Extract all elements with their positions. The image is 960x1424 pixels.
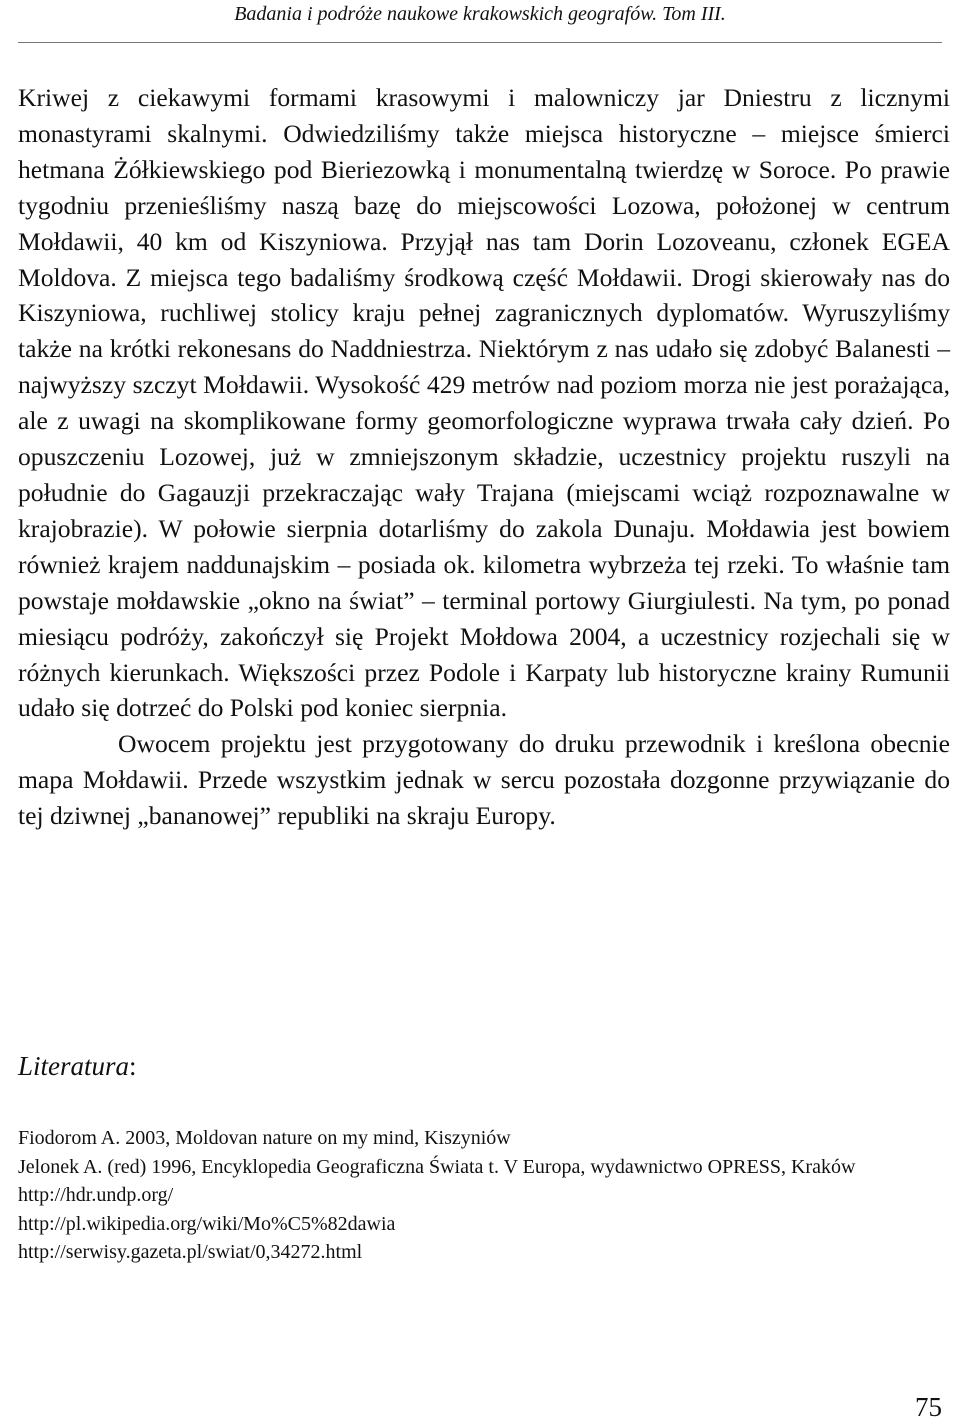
reference-item: Jelonek A. (red) 1996, Encyklopedia Geograficzna Świata t. V Europa, wydawnictwo OPRESS, Kraków: [18, 1155, 856, 1178]
literature-heading-text: Literatura: [18, 1051, 130, 1081]
reference-item: http://serwisy.gazeta.pl/swiat/0,34272.html: [18, 1241, 363, 1263]
running-title: Badania i podróże naukowe krakowskich geografów. Tom III.: [234, 3, 726, 25]
literature-heading: [18, 1046, 137, 1086]
reference-list: [18, 1124, 950, 1267]
page-number: 75: [915, 1392, 942, 1422]
reference-item: http://pl.wikipedia.org/wiki/Mo%C5%82dawia: [18, 1212, 396, 1235]
paragraph: Kriwej z ciekawymi formami krasowymi i malowniczy jar Dniestru z licznymi monastyrami skalnymi. Odwiedziliśmy także miejsca historyczne – miejsce śmierci hetmana Żółkiewskiego pod Bieriezowką i monumentalną twierdzę w Soroce. Po prawie tygodniu przenieśliśmy naszą bazę do miejscowości Lozowa, położonej w centrum Mołdawii, 40 km od Kiszyniowa. Przyjął nas tam Dorin Lozoveanu, członek EGEA Moldova. Z miejsca tego badaliśmy środkową część Mołdawii. Drogi skierowały nas do Kiszyniowa, ruchliwej stolicy kraju pełnej zagranicznych dyplomatów. Wyruszyliśmy także na krótki rekonesans do Naddniestrza. Niektórym z nas udało się zdobyć Balanesti – najwyższy szczyt Mołdawii. Wysokość 429 metrów nad poziom morza nie jest porażająca, ale z uwagi na skomplikowane formy geomorfologiczne wyprawa trwała cały dzień. Po opuszczeniu Lozowej, już w zmniejszonym składzie, uczestnicy projektu ruszyli na południe do Gagauzji przekraczając wały Trajana (miejscami wciąż rozpoznawalne w krajobrazie). W połowie sierpnia dotarliśmy do zakola Dunaju. Mołdawia jest bowiem również krajem naddunajskim – posiada ok. kilometra wybrzeża tej rzeki. To właśnie tam powstaje mołdawskie „okno na świat” – terminal portowy Giurgiulesti. Na tym, po ponad miesiącu podróży, zakończył się Projekt Mołdowa 2004, a uczestnicy rozjechali się w różnych kierunkach. Większości przez Podole i Karpaty lub historyczne krainy Rumunii udało się dotrzeć do Polski pod koniec sierpnia.: [18, 83, 950, 723]
paragraph: Owocem projektu jest przygotowany do druku przewodnik i kreślona obecnie mapa Mołdawii. Przede wszystkim jednak w sercu pozostała dozgonne przywiązanie do tej dziwnej „bananowej” republiki na skraju Europy.: [18, 729, 950, 831]
reference-item: Fiodorom A. 2003, Moldovan nature on my mind, Kiszyniów: [18, 1127, 511, 1149]
reference-item: http://hdr.undp.org/: [18, 1184, 174, 1206]
literature-heading-colon: :: [129, 1051, 137, 1081]
running-header: [18, 0, 942, 43]
body-text: [18, 80, 950, 834]
